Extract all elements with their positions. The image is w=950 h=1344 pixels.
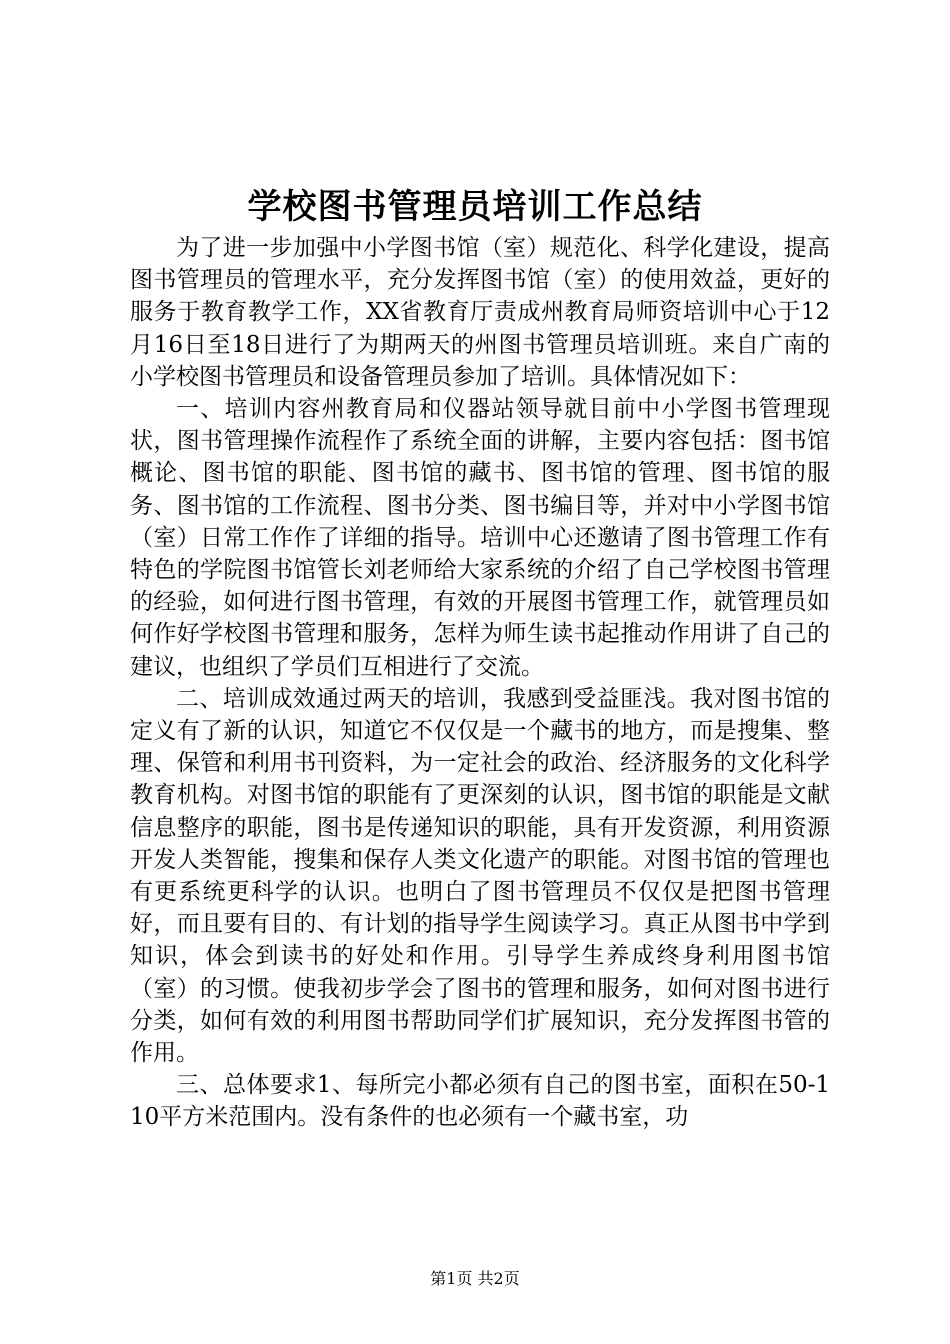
document-title: 学校图书管理员培训工作总结 bbox=[247, 187, 703, 227]
document-body bbox=[130, 232, 830, 1134]
paragraph-section-2: 二、培训成效通过两天的培训，我感到受益匪浅。我对图书馆的定义有了新的认识，知道它不仅仅是一个藏书的地方，而是搜集、整理、保管和利用书刊资料，为一定社会的政治、经济服务的文化科学教育机构。对图书馆的职能有了更深刻的认识，图书馆的职能是文献信息整序的职能，图书是传递知识的职能，具有开发资源，利用资源开发人类智能，搜集和保存人类文化遗产的职能。对图书馆的管理也有更系统更科学的认识。也明白了图书管理员不仅仅是把图书管理好，而且要有目的、有计划的指导学生阅读学习。真正从图书中学到知识，体会到读书的好处和作用。引导学生养成终身利用图书馆（室）的习惯。使我初步学会了图书的管理和服务，如何对图书进行分类，如何有效的利用图书帮助同学们扩展知识，充分发挥图书管的作用。 bbox=[130, 685, 830, 1067]
paragraph-section-1: 一、培训内容州教育局和仪器站领导就目前中小学图书管理现状，图书管理操作流程作了系统全面的讲解，主要内容包括：图书馆概论、图书馆的职能、图书馆的藏书、图书馆的管理、图书馆的服务、图书馆的工作流程、图书分类、图书编目等，并对中小学图书馆（室）日常工作作了详细的指导。培训中心还邀请了图书管理工作有特色的学院图书馆管长刘老师给大家系统的介绍了自己学校图书管理的经验，如何进行图书管理，有效的开展图书管理工作，就管理员如何作好学校图书管理和服务，怎样为师生读书起推动作用讲了自己的建议，也组织了学员们互相进行了交流。 bbox=[130, 396, 830, 680]
paragraph-intro: 为了进一步加强中小学图书馆（室）规范化、科学化建设，提高图书管理员的管理水平，充分发挥图书馆（室）的使用效益，更好的服务于教育教学工作，XX省教育厅责成州教育局师资培训中心于12月16日至18日进行了为期两天的州图书管理员培训班。来自广南的小学校图书管理员和设备管理员参加了培训。具体情况如下： bbox=[130, 235, 830, 390]
page-footer: 第1页 共2页 bbox=[430, 1269, 520, 1288]
paragraph-section-3: 三、总体要求1、每所完小都必须有自己的图书室，面积在50-110平方米范围内。没有条件的也必须有一个藏书室，功 bbox=[130, 1072, 830, 1131]
